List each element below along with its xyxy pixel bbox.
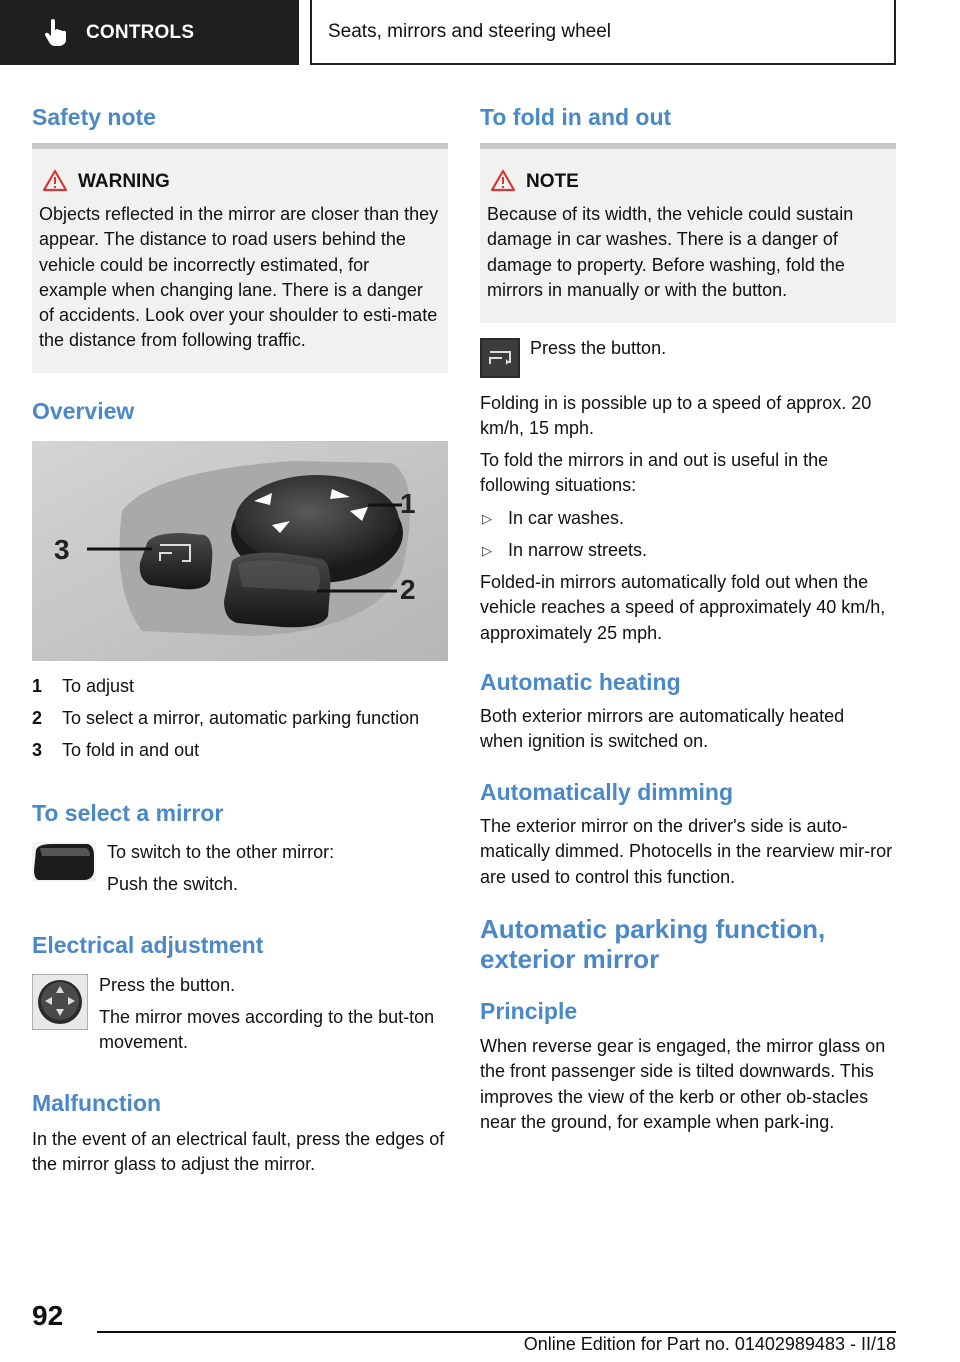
- select-line-2: Push the switch.: [107, 874, 239, 894]
- list-item-text: To adjust: [62, 676, 135, 696]
- header-chapter-label: Seats, mirrors and steering wheel: [328, 20, 612, 42]
- folded-out-text: Folded-in mirrors automatically fold out when the vehicle reaches a speed of approximately 40 km/h, approximately 25 mph.: [480, 572, 886, 643]
- malfunction-text: In the event of an electrical fault, press the edges of the mirror glass to adjust the mirror.: [32, 1129, 445, 1175]
- select-mirror-heading: To select a mirror: [32, 800, 224, 826]
- principle-heading: Principle: [480, 998, 578, 1024]
- list-item-text: To fold in and out: [62, 740, 200, 760]
- automatic-dimming-heading: Automatically dimming: [480, 779, 734, 805]
- mirror-adjust-button-icon: [32, 974, 88, 1030]
- note-label: NOTE: [526, 171, 579, 192]
- bullet-triangle-icon: ▷: [482, 543, 492, 558]
- list-item-number: 3: [32, 740, 43, 760]
- parking-function-heading: Automatic parking function, exterior mirror: [480, 914, 826, 974]
- hand-pointer-icon: [42, 19, 68, 47]
- page-number: 92: [32, 1300, 64, 1331]
- safety-note-heading: Safety note: [32, 104, 156, 130]
- list-item-text: To select a mirror, automatic parking function: [62, 708, 420, 728]
- list-item-number: 2: [32, 708, 43, 728]
- fold-heading: To fold in and out: [480, 104, 672, 130]
- list-item-number: 1: [32, 676, 43, 696]
- malfunction-heading: Malfunction: [32, 1090, 162, 1116]
- callout-2: 2: [400, 574, 416, 605]
- footer-rule: [97, 1331, 896, 1333]
- bullet-text: In narrow streets.: [508, 540, 648, 560]
- mirror-select-switch-icon: [32, 842, 96, 882]
- callout-3: 3: [54, 534, 70, 565]
- footer-edition: Online Edition for Part no. 01402989483 - II/18: [523, 1334, 896, 1354]
- electrical-line-1: Press the button.: [99, 975, 236, 995]
- note-box: [480, 149, 896, 323]
- mirror-fold-button-icon: [480, 338, 520, 378]
- warning-triangle-icon: [42, 169, 68, 192]
- warning-text: Objects reflected in the mirror are closer than they appear. The distance to road users behind the vehicle could be incorrectly estimated, for example when changing lane. There is a danger of accidents. Look over your shoulder to esti-mate the distance from following traffic.: [39, 204, 439, 351]
- automatic-heating-heading: Automatic heating: [480, 669, 681, 695]
- warning-label: WARNING: [78, 171, 170, 192]
- warning-box: [32, 149, 448, 373]
- header-section-tab: [0, 0, 299, 65]
- select-line-1: To switch to the other mirror:: [107, 842, 335, 862]
- folding-speed-text: Folding in is possible up to a speed of approx. 20 km/h, 15 mph.: [480, 393, 872, 439]
- electrical-line-2: The mirror moves according to the but-ton movement.: [99, 1007, 435, 1053]
- header-chapter-tab: [310, 0, 896, 65]
- useful-intro-text: To fold the mirrors in and out is useful in the following situations:: [480, 450, 829, 496]
- overview-heading: Overview: [32, 398, 135, 424]
- press-button-text: Press the button.: [530, 338, 667, 358]
- warning-triangle-icon: [490, 169, 516, 192]
- automatic-dimming-text: The exterior mirror on the driver's side is auto-matically dimmed. Photocells in the rearview mir-ror are used to control this function.: [480, 816, 893, 887]
- automatic-heating-text: Both exterior mirrors are automatically heated when ignition is switched on.: [480, 706, 845, 752]
- note-text: Because of its width, the vehicle could sustain damage in car washes. There is a danger of damage to property. Before washing, fold the mirrors in manually or with the button.: [487, 204, 854, 300]
- mirror-controls-photo: [32, 441, 448, 661]
- bullet-text: In car washes.: [508, 508, 625, 528]
- bullet-triangle-icon: ▷: [482, 511, 492, 526]
- electrical-adjustment-heading: Electrical adjustment: [32, 932, 264, 958]
- callout-1: 1: [400, 488, 416, 519]
- principle-text: When reverse gear is engaged, the mirror glass on the front passenger side is tilted downwards. This improves the view of the kerb or other ob-stacles near the ground, for example when park-ing.: [480, 1036, 886, 1132]
- header-section-label: CONTROLS: [86, 21, 195, 43]
